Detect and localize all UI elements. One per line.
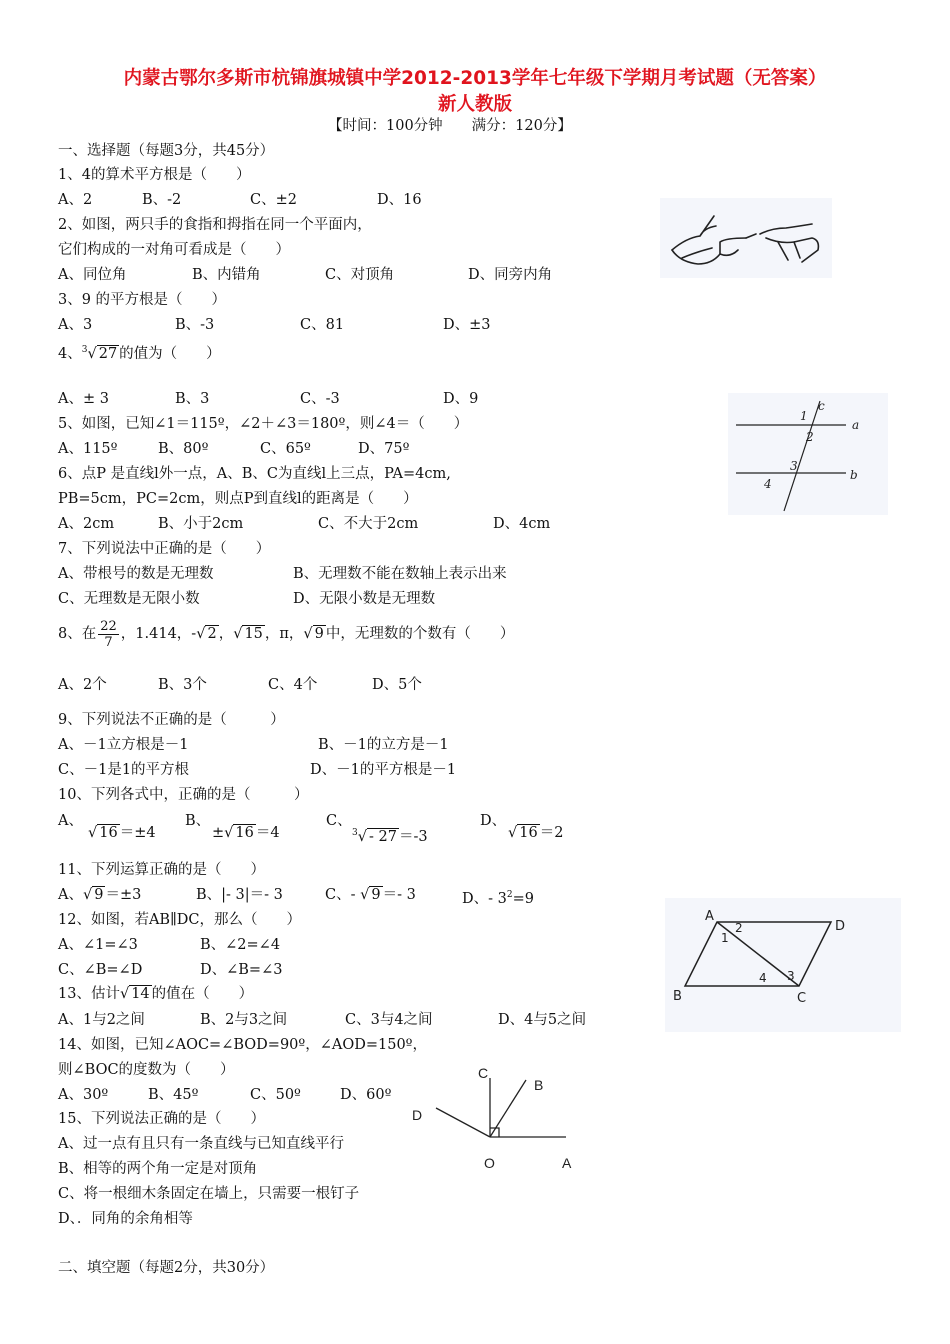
question-6-line-2: PB=5cm，PC=2cm，则点P到直线l的距离是（ ） [58,491,418,507]
fig5-label-3: 3 [790,459,798,473]
q8-radicand-15: 15 [244,626,263,642]
q13-option-c: C、3与4之间 [345,1012,433,1028]
question-14-line-2: 则∠BOC的度数为（ ） [58,1062,235,1078]
fig12-label-C: C [797,991,807,1006]
q2-option-a: A、同位角 [58,267,127,283]
q14-option-c: C、50º [250,1087,301,1103]
q10-a-result: ＝±4 [119,825,156,841]
radical-sign: √ [88,825,98,841]
q5-option-d: D、75º [358,441,410,457]
radical-sign: √ [119,986,130,1002]
question-9: 9、下列说法不正确的是（ ） [58,712,285,728]
q4-option-a: A、± 3 [58,391,109,407]
q11-d-exponent: 2 [506,890,513,900]
q15-option-c: C、将一根细木条固定在墙上，只需要一根钉子 [58,1186,360,1202]
radical-sign: √ [360,887,370,903]
q8-option-b: B、3个 [158,677,207,693]
q7-option-d: D、无限小数是无理数 [293,591,436,607]
fig5-label-1: 1 [800,409,808,423]
q11-b-abs: |- 3| [221,887,250,903]
q10-a-radicand: 16 [99,825,118,841]
q14-option-b: B、45º [148,1087,199,1103]
fig5-label-c: c [818,399,825,413]
q11-c-label: C、 [325,887,351,903]
radical-sign: √ [196,626,206,642]
q3-option-b: B、-3 [175,317,215,333]
q8-pi: π [279,626,289,642]
q4-option-b: B、3 [175,391,210,407]
fig14-label-O: O [484,1155,495,1171]
q10-b-radicand: 16 [235,825,254,841]
q5-option-a: A、115º [58,441,118,457]
q11-c-sign: - [350,887,361,903]
q8-radicand-9: 9 [314,626,324,642]
question-2-line-2: 它们构成的一对角可看成是（ ） [58,242,290,258]
fig14-label-C: C [478,1065,489,1081]
fig12-label-2: 2 [735,921,743,935]
fig5-label-a: a [852,418,860,432]
q10-c-result: ＝-3 [398,828,428,845]
q4-root-index: 3 [81,345,88,355]
q10-c-radicand: - 27 [368,828,397,845]
q15-option-d: D、．同角的余角相等 [58,1211,193,1227]
section-heading-2: 二、填空题（每题2分，共30分） [58,1260,275,1276]
q8-prefix: 8、在 [58,626,97,642]
q10-label-d: D、 [480,813,507,829]
fraction-numerator: 22 [100,618,117,634]
q10-d-result: ＝2 [539,825,564,841]
q6-option-c: C、不大于2cm [318,516,419,532]
q3-option-a: A、3 [58,317,93,333]
fig14-label-B: B [534,1077,544,1093]
q15-option-a: A、过一点有且只有一条直线与已知直线平行 [58,1136,344,1152]
radical-sign: √ [357,828,367,845]
question-10: 10、下列各式中，正确的是（ ） [58,787,309,803]
q10-d-radicand: 16 [519,825,538,841]
question-3: 3、9 的平方根是（ ） [58,292,227,308]
fig12-label-D: D [835,919,846,934]
title-line-1: 内蒙古鄂尔多斯市杭锦旗城镇中学2012-2013学年七年级下学期月考试题（无答案） [123,68,827,89]
question-8 [58,618,514,650]
q12-option-c: C、∠B=∠D [58,962,143,978]
q8-option-d: D、5个 [372,677,422,693]
q2-option-b: B、内错角 [192,267,261,283]
fig12-label-4: 4 [759,971,767,985]
q8-option-a: A、2个 [58,677,107,693]
q1-option-b: B、-2 [142,192,182,208]
parallel-lines-figure [728,393,888,515]
exam-meta: 【时间：100分钟 满分：120分】 [328,118,572,134]
fraction-22-7 [98,619,119,650]
q8-comma: ， [218,626,234,642]
question-5: 5、如图，已知∠1＝115º，∠2＋∠3＝180º，则∠4＝（ ） [58,416,469,432]
q1-option-c: C、±2 [250,192,297,208]
radical-sign: √ [508,825,518,841]
q11-b-label: B、 [196,887,222,903]
radical-sign: √ [303,626,313,642]
fraction-denominator: 7 [104,634,113,650]
q10-label-a: A、 [58,813,83,829]
q10-expr-d [508,824,563,842]
q6-option-d: D、4cm [493,516,551,532]
question-15: 15、下列说法正确的是（ ） [58,1111,265,1127]
fig12-label-B: B [673,989,682,1004]
section-heading-1: 一、选择题（每题3分，共45分） [58,143,275,159]
fig12-label-1: 1 [721,931,729,945]
q13-suffix: 的值在（ ） [151,986,254,1002]
q13-option-b: B、2与3之间 [200,1012,288,1028]
question-13 [58,985,253,1003]
question-6-line-1: 6、点P 是直线l外一点，A、B、C为直线l上三点，PA=4cm, [58,466,451,482]
q13-radicand: 14 [131,986,150,1002]
parallelogram-figure [665,898,901,1032]
q14-option-d: D、60º [340,1087,392,1103]
q10-label-b: B、 [185,813,211,829]
q11-option-a [58,886,141,904]
q10-c-root-index: 3 [352,828,358,838]
q6-option-b: B、小于2cm [158,516,244,532]
question-1: 1、4的算术平方根是（ ） [58,167,251,183]
fig5-label-4: 4 [764,477,772,491]
q11-d-base: - 3 [488,890,507,907]
q2-option-c: C、对顶角 [325,267,395,283]
q5-option-b: B、80º [158,441,209,457]
q10-label-c: C、 [326,813,352,829]
q6-option-a: A、2cm [58,516,115,532]
q12-option-b: B、∠2=∠4 [200,937,281,953]
q11-c-result: ＝- 3 [382,887,416,903]
q8-neg-sign: - [191,626,197,642]
q4-suffix: 的值为（ ） [119,345,221,362]
q8-list-text: ，1.414， [120,626,192,642]
q13-prefix: 13、估计 [58,986,120,1002]
fig12-label-3: 3 [787,969,795,983]
q11-d-label: D、 [462,890,489,907]
q10-b-result: ＝4 [255,825,280,841]
q11-option-d [462,886,534,908]
q9-option-d: D、－1的平方根是－1 [310,762,457,778]
q1-option-a: A、2 [58,192,93,208]
q1-option-d: D、16 [377,192,422,208]
q11-option-b [196,886,283,904]
q8-suffix: 中，无理数的个数有（ ） [325,626,515,642]
q10-b-sign: ± [212,825,225,841]
q9-option-c: C、－1是1的平方根 [58,762,190,778]
q4-prefix: 4、 [58,345,82,362]
angle-figure [400,1058,590,1176]
radical-sign: √ [224,825,234,841]
q10-expr-c [352,824,428,846]
q8-option-c: C、4个 [268,677,318,693]
fig12-label-A: A [705,909,714,924]
q4-radicand: 27 [98,345,118,362]
q3-option-c: C、81 [300,317,345,333]
q11-a-result: ＝±3 [105,887,142,903]
q11-c-radicand: 9 [371,887,381,903]
q11-b-result: ＝- 3 [249,887,283,903]
radical-sign: √ [233,626,243,642]
q10-expr-a [88,824,156,842]
q2-option-d: D、同旁内角 [468,267,553,283]
q8-comma: ， [288,626,304,642]
q12-option-d: D、∠B=∠3 [200,962,283,978]
q7-option-b: B、无理数不能在数轴上表示出来 [293,566,507,582]
q13-option-d: D、4与5之间 [498,1012,587,1028]
q7-option-c: C、无理数是无限小数 [58,591,200,607]
q14-option-a: A、30º [58,1087,109,1103]
q9-option-a: A、－1立方根是－1 [58,737,189,753]
q11-d-result: =9 [512,890,534,907]
question-2-line-1: 2、如图，两只手的食指和拇指在同一个平面内， [58,217,372,233]
fig14-label-A: A [562,1155,572,1171]
radical-sign: √ [87,345,97,362]
q12-option-a: A、∠1=∠3 [58,937,138,953]
q10-expr-b [212,824,280,842]
q11-option-c [325,886,416,904]
q4-option-d: D、9 [443,391,479,407]
question-14-line-1: 14、如图，已知∠AOC=∠BOD=90º，∠AOD=150º， [58,1037,427,1053]
q11-a-radicand: 9 [94,887,104,903]
q11-a-label: A、 [58,887,83,903]
fig5-label-2: 2 [806,430,814,444]
q3-option-d: D、±3 [443,317,491,333]
question-4 [58,341,221,363]
question-11: 11、下列运算正确的是（ ） [58,862,265,878]
q8-comma: ， [264,626,280,642]
q8-radicand-2: 2 [207,626,217,642]
q15-option-b: B、相等的两个角一定是对顶角 [58,1161,258,1177]
q5-option-c: C、65º [260,441,311,457]
title-line-2: 新人教版 [437,94,512,115]
hands-figure [660,198,832,278]
radical-sign: √ [82,887,93,903]
q9-option-b: B、－1的立方是－1 [318,737,449,753]
fig14-label-D: D [412,1107,423,1123]
fig5-label-b: b [850,468,858,482]
q13-option-a: A、1与2之间 [58,1012,145,1028]
question-12: 12、如图，若AB∥DC，那么（ ） [58,912,301,928]
q4-option-c: C、-3 [300,391,340,407]
question-7: 7、下列说法中正确的是（ ） [58,541,271,557]
q7-option-a: A、带根号的数是无理数 [58,566,214,582]
